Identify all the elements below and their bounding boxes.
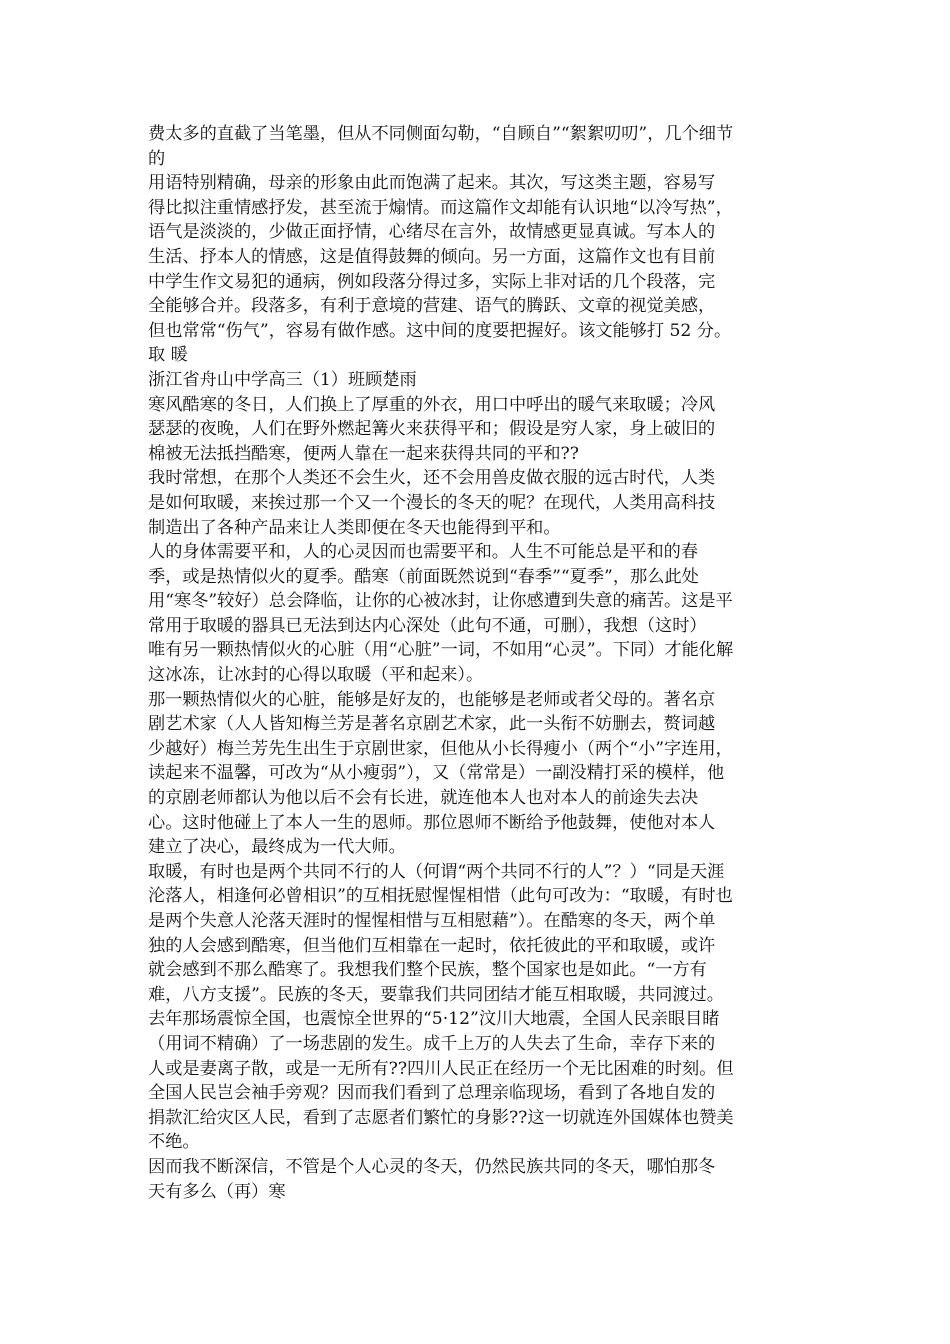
text-line: 是两个失意人沦落天涯时的惺惺相惜与互相慰藉”）。在酷寒的冬天，两个单 <box>148 911 716 931</box>
text-line: 不绝。 <box>148 1132 200 1153</box>
text-line: 寒风酷寒的冬日，人们换上了厚重的外衣，用口中呼出的暖气来取暖；冷风 <box>148 394 716 415</box>
text-line: 因而我不断深信，不管是个人心灵的冬天，仍然民族共同的冬天，哪怕那冬 <box>148 1156 716 1177</box>
text-line: 的 <box>148 148 166 169</box>
text-line: 人的身体需要平和，人的心灵因而也需要平和。人生不可能总是平和的春 <box>148 542 699 563</box>
text-line: 沦落人，相逢何必曾相识”的互相抚慰惺惺相惜（此句可改为：“取暖，有时也 <box>148 886 733 907</box>
text-line: 我时常想，在那个人类还不会生火，还不会用兽皮做衣服的远古时代，人类 <box>148 468 716 489</box>
text-line: 剧艺术家（人人皆知梅兰芳是著名京剧艺术家，此一头衔不妨删去，赘词越 <box>148 714 716 735</box>
text-line: 语气是淡淡的，少做正面抒情，心绪尽在言外，故情感更显真诚。写本人的 <box>148 222 716 243</box>
text-line: 捐款汇给灾区人民，看到了志愿者们繁忙的身影??这一切就连外国媒体也赞美 <box>148 1107 734 1128</box>
text-line: （用词不精确）了一场悲剧的发生。成千上万的人失去了生命，幸存下来的 <box>148 1033 716 1054</box>
essay-author: 浙江省舟山中学高三（1）班顾楚雨 <box>148 369 417 390</box>
text-line: 中学生作文易犯的通病，例如段落分得过多，实际上非对话的几个段落，完 <box>148 271 716 292</box>
text-line: 取暖，有时也是两个共同不行的人（何谓“两个共同不行的人”？）“同是天涯 <box>148 861 725 882</box>
text-line: 生活、抒本人的情感，这是值得鼓舞的倾向。另一方面，这篇作文也有目前 <box>148 246 716 267</box>
text-line: 全能够合并。段落多，有利于意境的营建、语气的腾跃、文章的视觉美感， <box>148 296 716 317</box>
text-line: 读起来不温馨，可改为“从小瘦弱”），又（常常是）一副没精打采的模样，他 <box>148 763 725 784</box>
text-line: 的京剧老师都认为他以后不会有长进，就连他本人也对本人的前途失去决 <box>148 788 699 809</box>
essay-title: 取 暖 <box>148 345 188 366</box>
text-line: 独的人会感到酷寒，但当他们互相靠在一起时，依托彼此的平和取暖，或许 <box>148 935 716 956</box>
text-line: 瑟瑟的夜晚，人们在野外燃起篝火来获得平和；假设是穷人家，身上破旧的 <box>148 419 716 440</box>
text-line: 常用于取暖的器具已无法到达内心深处（此句不通，可删），我想（这时） <box>148 615 707 636</box>
text-line: 那一颗热情似火的心脏，能够是好友的，也能够是老师或者父母的。著名京 <box>148 689 716 710</box>
text-line: 难，八方支援”。民族的冬天，要靠我们共同团结才能互相取暖，共同渡过。 <box>148 984 724 1005</box>
text-line: 心。这时他碰上了本人一生的恩师。那位恩师不断给予他鼓舞，使他对本人 <box>148 812 716 833</box>
text-line: 去年那场震惊全国，也震惊全世界的“5·12”汶川大地震，全国人民亲眼目睹 <box>148 1009 720 1030</box>
text-line: 棉被无法抵挡酷寒，便两人靠在一起来获得共同的平和?? <box>148 443 579 464</box>
text-line: 就会感到不那么酷寒了。我想我们整个民族，整个国家也是如此。“一方有 <box>148 960 707 981</box>
text-line: 用语特别精确，母亲的形象由此而饱满了起来。其次，写这类主题，容易写 <box>148 173 716 194</box>
text-line: 全国人民岂会袖手旁观？因而我们看到了总理亲临现场，看到了各地自发的 <box>148 1083 716 1104</box>
text-line: 人或是妻离子散，或是一无所有??四川人民正在经历一个无比困难的时刻。但 <box>148 1058 734 1079</box>
text-line: 少越好）梅兰芳先生出生于京剧世家，但他从小长得瘦小（两个“小”字连用， <box>148 738 733 759</box>
text-line: 这冰冻，让冰封的心得以取暖（平和起来）。 <box>148 665 484 686</box>
text-line: 天有多么（再）寒 <box>148 1181 286 1202</box>
text-line: 费太多的直截了当笔墨，但从不同侧面勾勒，“自顾自”“絮絮叨叨”，几个细节 <box>148 124 734 144</box>
text-line: 得比拟注重情感抒发，甚至流于煽情。而这篇作文却能有认识地“以冷写热”， <box>148 197 733 218</box>
text-line: 制造出了各种产品来让人类即便在冬天也能得到平和。 <box>148 517 561 538</box>
document-body <box>148 122 808 1204</box>
text-line: 建立了决心，最终成为一代大师。 <box>148 837 406 858</box>
text-line: 唯有另一颗热情似火的心脏（用“心脏”一词，不如用“心灵”。下同）才能化解 <box>148 640 734 661</box>
text-line: 季，或是热情似火的夏季。酷寒（前面既然说到“春季”“夏季”，那么此处 <box>148 566 699 587</box>
text-line: 是如何取暖，来挨过那一个又一个漫长的冬天的呢？在现代，人类用高科技 <box>148 492 716 513</box>
text-line: 但也常常“伤气”，容易有做作感。这中间的度要把握好。该文能够打 52 分。 <box>148 320 732 341</box>
text-line: 用“寒冬”较好）总会降临，让你的心被冰封，让你感遭到失意的痛苦。这是平 <box>148 591 733 612</box>
